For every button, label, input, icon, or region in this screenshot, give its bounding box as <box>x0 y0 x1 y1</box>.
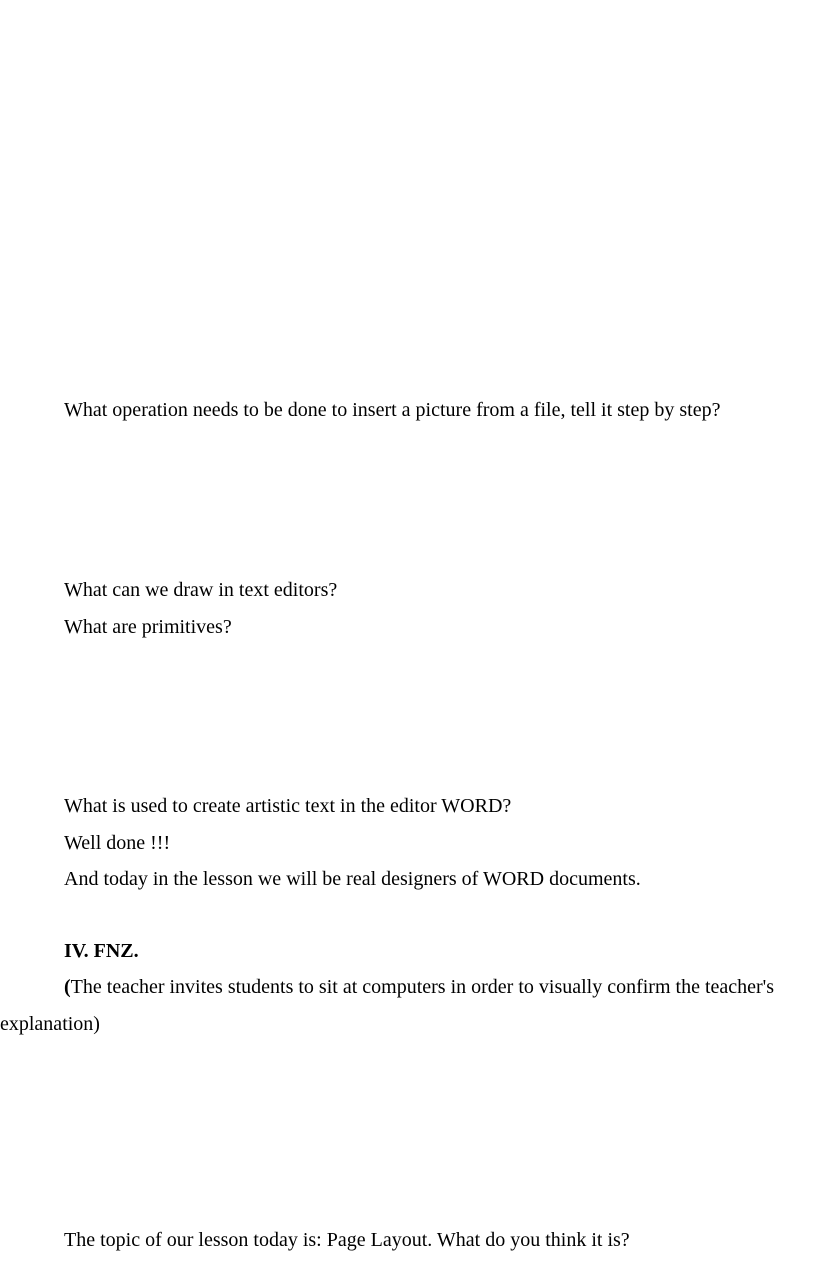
teacher-instruction-line1 <box>64 975 774 999</box>
lesson-topic-text: The topic of our lesson today is: Page Layout. What do you think it is? <box>64 1229 630 1251</box>
section-heading: IV. FNZ. <box>64 940 139 962</box>
teacher-instruction-text: The teacher invites students to sit at computers in order to visually confirm the teacher's <box>70 976 775 998</box>
question-draw-in-editors: What can we draw in text editors? <box>64 579 338 601</box>
today-lesson-text: And today in the lesson we will be real designers of WORD documents. <box>64 868 641 890</box>
question-artistic-text: What is used to create artistic text in the editor WORD? <box>64 795 512 817</box>
open-parenthesis: ( <box>64 976 71 998</box>
question-primitives: What are primitives? <box>64 616 232 638</box>
teacher-instruction-line2: explanation) <box>0 1013 100 1035</box>
question-insert-picture: What operation needs to be done to insert a picture from a file, tell it step by step? <box>64 399 721 421</box>
praise-text: Well done !!! <box>64 832 171 854</box>
